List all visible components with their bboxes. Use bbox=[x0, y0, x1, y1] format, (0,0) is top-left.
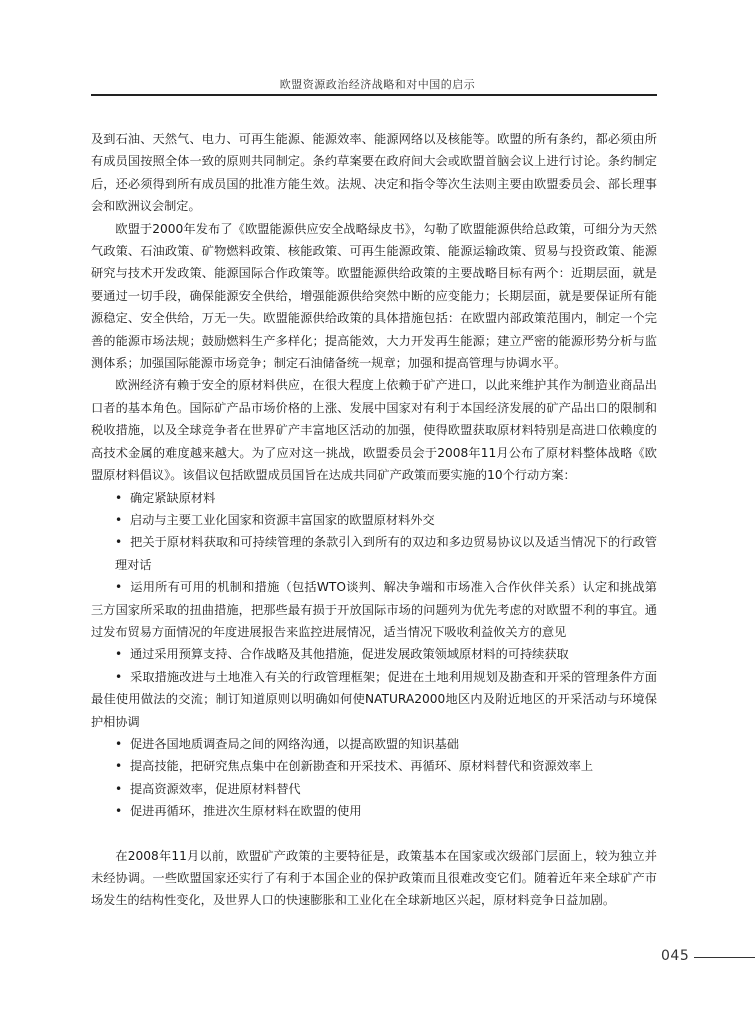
bullet-symbol: • bbox=[115, 580, 123, 595]
bullet-text: 提高资源效率，促进原材料替代 bbox=[130, 781, 301, 796]
bullet-symbol: • bbox=[115, 736, 123, 751]
bullet-item bbox=[91, 576, 657, 643]
bullet-symbol: • bbox=[115, 512, 123, 527]
bullet-text: 采取措施改进与土地准入有关的行政管理框架；促进在土地利用规划及勘查和开采的管理条件方面最佳使用做法的交流；制订知道原则以明确如何使NATURA2000地区内及附近地区的开采活动与环境保护相协调 bbox=[91, 669, 657, 729]
paragraph: 在2008年11月以前，欧盟矿产政策的主要特征是，政策基本在国家或次级部门层面上，较为独立并未经协调。一些欧盟国家还实行了有利于本国企业的保护政策而且很难改变它们。随着近年来全球矿产市场发生的结构性变化，及世界人口的快速膨胀和工业化在全球新地区兴起，原材料竞争日益加剧。 bbox=[91, 848, 657, 908]
footer-rule bbox=[694, 957, 755, 958]
bullet-symbol: • bbox=[115, 804, 123, 819]
bullet-item bbox=[91, 509, 657, 531]
bullet-symbol: • bbox=[115, 669, 123, 684]
bullet-symbol: • bbox=[115, 781, 123, 796]
bullet-item bbox=[91, 800, 657, 822]
body-text bbox=[91, 128, 657, 912]
bullet-item bbox=[91, 643, 657, 665]
bullet-symbol: • bbox=[115, 759, 123, 774]
bullet-text: 提高技能，把研究焦点集中在创新勘查和开采技术、再循环、原材料替代和资源效率上 bbox=[130, 759, 594, 774]
bullet-symbol: • bbox=[115, 647, 123, 662]
page-number: 045 bbox=[661, 948, 690, 964]
bullet-text: 通过采用预算支持、合作战略及其他措施，促进发展政策领域原材料的可持续获取 bbox=[130, 647, 569, 662]
running-header: 欧盟资源政治经济战略和对中国的启示 bbox=[279, 78, 476, 91]
bullet-item bbox=[91, 778, 657, 800]
bullet-item bbox=[91, 487, 657, 509]
bullet-text: 运用所有可用的机制和措施（包括WTO谈判、解决争端和市场准入合作伙伴关系）认定和挑战第三方国家所采取的扭曲措施，把那些最有损于开放国际市场的问题列为优先考虑的对欧盟不利的事宜。通过发布贸易方面情况的年度进展报告来监控进展情况，适当情况下吸收利益攸关方的意见 bbox=[91, 580, 657, 639]
bullet-symbol: • bbox=[115, 490, 123, 505]
bullet-text: 启动与主要工业化国家和资源丰富国家的欧盟原材料外交 bbox=[130, 512, 435, 527]
paragraph: 欧盟于2000年发布了《欧盟能源供应安全战略绿皮书》，勾勒了欧盟能源供给总政策，可细分为天然气政策、石油政策、矿物燃料政策、核能政策、可再生能源政策、能源运输政策、贸易与投资政策、能源研究与技术开发政策、能源国际合作政策等。欧盟能源供给政策的主要战略目标有两个：近期层面，就是要通过一切手段，确保能源安全供给，增强能源供给突然中断的应变能力；长期层面，就是要保证所有能源稳定、安全供给，万无一失。欧盟能源供给政策的具体措施包括：在欧盟内部政策范围内，制定一个完善的能源市场法规；鼓励燃料生产多样化；提高能效，大力开发再生能源；建立严密的能源形势分析与监测体系；加强国际能源市场竞争；制定石油储备统一规章；加强和提高管理与协调水平。 bbox=[91, 221, 657, 371]
paragraph: 及到石油、天然气、电力、可再生能源、能源效率、能源网络以及核能等。欧盟的所有条约，都必须由所有成员国按照全体一致的原则共同制定。条约草案要在政府间大会或欧盟首脑会议上进行讨论。条约制定后，还必须得到所有成员国的批准方能生效。法规、决定和指令等次生法则主要由欧盟委员会、部长理事会和欧洲议会制定。 bbox=[91, 132, 657, 214]
bullet-item bbox=[91, 755, 657, 777]
bullet-item bbox=[91, 531, 657, 576]
header-rule bbox=[91, 94, 657, 96]
bullet-item bbox=[91, 666, 657, 733]
paragraph: 欧洲经济有赖于安全的原材料供应，在很大程度上依赖于矿产进口，以此来维护其作为制造业商品出口者的基本角色。国际矿产品市场价格的上涨、发展中国家对有利于本国经济发展的矿产品出口的限制和税收措施，以及全球竞争者在世界矿产丰富地区活动的加强，使得欧盟获取原材料特别是高进口依赖度的高技术金属的难度越来越大。为了应对这一挑战，欧盟委员会于2008年11月公布了原材料整体战略《欧盟原材料倡议》。该倡议包括欧盟成员国旨在达成共同矿产政策而要实施的10个行动方案： bbox=[91, 378, 657, 483]
bullet-symbol: • bbox=[115, 535, 123, 550]
bullet-item bbox=[91, 733, 657, 755]
bullet-text: 促进各国地质调查局之间的网络沟通，以提高欧盟的知识基础 bbox=[130, 736, 460, 751]
bullet-text: 促进再循环，推进次生原材料在欧盟的使用 bbox=[130, 804, 362, 819]
bullet-text: 确定紧缺原材料 bbox=[130, 490, 216, 505]
bullet-text: 把关于原材料获取和可持续管理的条款引入到所有的双边和多边贸易协议以及适当情况下的行政管理对话 bbox=[115, 535, 657, 572]
